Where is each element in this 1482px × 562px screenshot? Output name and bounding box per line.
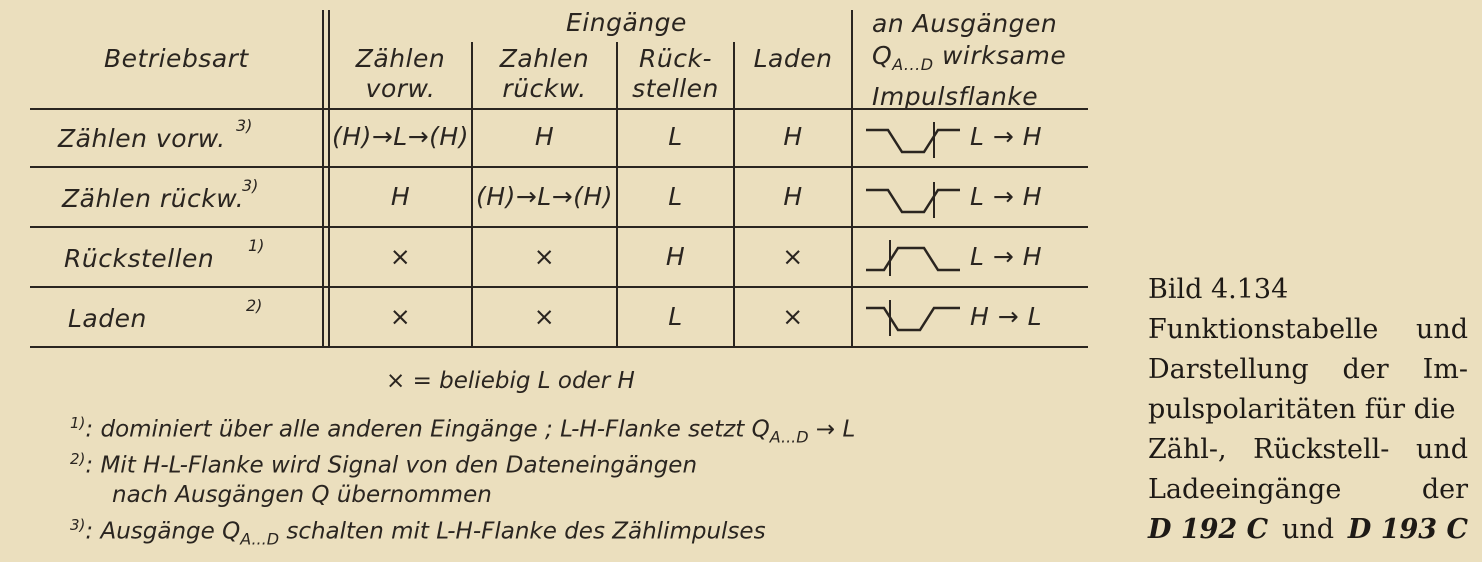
row-1-pulse-icon [864,120,964,160]
header-laden: Laden [753,44,833,73]
row-3-zaehlen-rueckw: × [533,242,556,271]
row-3-note: 1) [248,236,265,255]
caption-line-6: D 192 C und D 193 C [1148,514,1468,545]
row-4-transition: H → L [970,302,1043,331]
caption-title: Bild 4.134 [1148,274,1289,305]
row-4-note: 2) [246,296,263,315]
row-1-zaehlen-rueckw: H [534,122,555,151]
caption-line-5: Ladeeingänge der [1148,474,1468,505]
row-rule-2 [30,226,1088,228]
figure-caption [1148,270,1468,550]
row-3-rueckstellen: H [665,242,686,271]
row-3-mode: Rückstellen [64,244,215,273]
row-1-mode: Zählen vorw. [58,124,226,153]
row-1-zaehlen-vorw: (H)→L→(H) [332,122,469,151]
row-1-rueckstellen: L [668,122,683,151]
row-1-note: 3) [236,116,253,135]
double-rule-a [322,10,324,346]
header-rueckstellen: Rück- stellen [632,44,719,103]
row-2-note: 3) [242,176,259,195]
header-eingaenge: Eingänge [566,8,687,37]
row-2-zaehlen-vorw: H [390,182,411,211]
row-4-zaehlen-vorw: × [389,302,412,331]
row-rule-1 [30,166,1088,168]
row-1-transition: L → H [970,122,1043,151]
caption-line-2: Darstellung der Im- [1148,354,1468,385]
header-zaehlen-vorw: Zählen vorw. [355,44,446,103]
bottom-rule [30,346,1088,348]
row-3-transition: L → H [970,242,1043,271]
row-rule-3 [30,286,1088,288]
row-4-pulse-icon [864,298,964,338]
row-2-mode: Zählen rückw. [62,184,245,213]
caption-line-4: Zähl-, Rückstell- und [1148,434,1468,465]
footnote-3: $^{3)}$: Ausgänge $Q_{A...D}$ schalten mit L-H-Flanke des Zählimpulses [70,516,766,549]
row-2-rueckstellen: L [668,182,683,211]
caption-line-3: pulspolaritäten für die [1148,394,1456,425]
footnote-2-cont: nach Ausgängen Q übernommen [112,482,492,508]
header-betriebsart: Betriebsart [104,44,249,73]
caption-line-1: Funktionstabelle und [1148,314,1468,345]
col-rule-4 [851,10,853,346]
row-3-zaehlen-vorw: × [389,242,412,271]
row-4-zaehlen-rueckw: × [533,302,556,331]
row-2-zaehlen-rueckw: (H)→L→(H) [476,182,613,211]
row-2-pulse-icon [864,180,964,220]
row-2-laden: H [783,182,803,211]
footnote-2: $^{2)}$: Mit H-L-Flanke wird Signal von den Dateneingängen [70,450,698,479]
footnote-1: $^{1)}$: dominiert über alle anderen Eingänge ; L-H-Flanke setzt $Q_{A...D} \to L$ [70,414,856,447]
row-3-laden: × [782,242,804,271]
header-zaehlen-rueckw: Zahlen rückw. [499,44,590,103]
legend-note: × = beliebig L oder H [386,368,635,394]
row-4-laden: × [782,302,804,331]
row-4-rueckstellen: L [668,302,683,331]
row-3-pulse-icon [864,238,964,278]
header-ausgaenge: an Ausgängen $Q_{A...D}$ wirksame Impulsflanke [872,9,1067,111]
row-1-laden: H [783,122,803,151]
row-2-transition: L → H [970,182,1043,211]
row-4-mode: Laden [68,304,147,333]
